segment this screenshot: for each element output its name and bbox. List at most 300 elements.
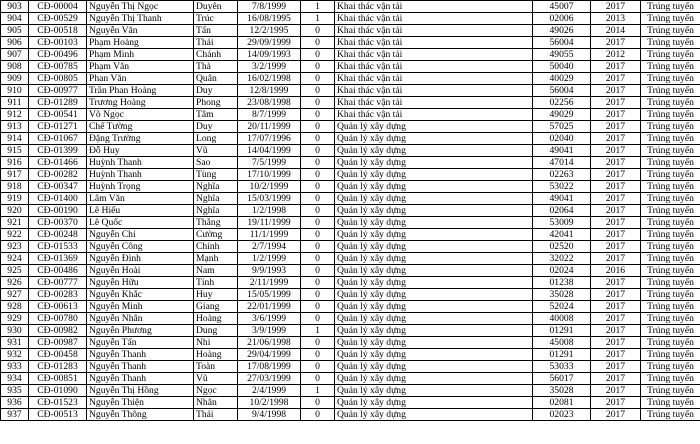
birthdate-cell: 11/1/1999 [238,229,301,241]
row-number-cell: 922 [1,229,29,241]
area-code-cell: 02024 [533,265,591,277]
result-cell: Trúng tuyển [641,121,700,133]
row-number-cell: 921 [1,217,29,229]
surname-middle-cell: Đỗ Huy [87,145,194,157]
surname-middle-cell: Nguyễn Công [87,241,194,253]
area-code-cell: 56004 [533,37,591,49]
given-name-cell: Long [194,133,238,145]
graduation-year-cell: 2013 [591,13,641,25]
gender-cell: 0 [301,409,335,421]
major-cell: Khai thác vận tải [335,109,533,121]
student-id-cell: CĐ-00283 [29,289,87,301]
graduation-year-cell: 2017 [591,169,641,181]
gender-cell: 0 [301,217,335,229]
graduation-year-cell: 2017 [591,241,641,253]
gender-cell: 0 [301,169,335,181]
result-cell: Trúng tuyển [641,253,700,265]
student-id-cell: CĐ-00458 [29,349,87,361]
major-cell: Quản lý xây dựng [335,181,533,193]
student-id-cell: CĐ-00103 [29,37,87,49]
graduation-year-cell: 2017 [591,73,641,85]
student-id-cell: CĐ-00529 [29,13,87,25]
area-code-cell: 02520 [533,241,591,253]
gender-cell: 0 [301,133,335,145]
graduation-year-cell: 2012 [591,49,641,61]
row-number-cell: 929 [1,313,29,325]
result-cell: Trúng tuyển [641,73,700,85]
surname-middle-cell: Nguyễn Thông [87,409,194,421]
result-cell: Trúng tuyển [641,1,700,13]
major-cell: Quản lý xây dựng [335,205,533,217]
graduation-year-cell: 2017 [591,349,641,361]
gender-cell: 0 [301,193,335,205]
given-name-cell: Tâm [194,109,238,121]
graduation-year-cell: 2017 [591,385,641,397]
birthdate-cell: 15/03/1999 [238,193,301,205]
birthdate-cell: 17/07/1996 [238,133,301,145]
area-code-cell: 02040 [533,133,591,145]
surname-middle-cell: Lê Hiếu [87,205,194,217]
student-id-cell: CĐ-00851 [29,373,87,385]
row-number-cell: 913 [1,121,29,133]
graduation-year-cell: 2017 [591,121,641,133]
major-cell: Khai thác vận tải [335,73,533,85]
graduation-year-cell: 2016 [591,265,641,277]
result-cell: Trúng tuyển [641,157,700,169]
given-name-cell: Thà [194,61,238,73]
birthdate-cell: 21/06/1998 [238,337,301,349]
result-cell: Trúng tuyển [641,205,700,217]
surname-middle-cell: Nguyễn Phương [87,325,194,337]
area-code-cell: 40029 [533,73,591,85]
gender-cell: 0 [301,205,335,217]
given-name-cell: Thắng [194,217,238,229]
birthdate-cell: 9/9/1993 [238,265,301,277]
graduation-year-cell: 2017 [591,61,641,73]
result-cell: Trúng tuyển [641,133,700,145]
result-cell: Trúng tuyển [641,109,700,121]
student-id-cell: CĐ-01466 [29,157,87,169]
graduation-year-cell: 2017 [591,325,641,337]
graduation-year-cell: 2017 [591,337,641,349]
gender-cell: 0 [301,373,335,385]
student-id-cell: CĐ-01399 [29,145,87,157]
birthdate-cell: 10/2/1998 [238,397,301,409]
student-id-cell: CĐ-00518 [29,25,87,37]
given-name-cell: Nghĩa [194,181,238,193]
surname-middle-cell: Phan Văn [87,73,194,85]
area-code-cell: 02023 [533,409,591,421]
surname-middle-cell: Phạm Hoàng [87,37,194,49]
student-id-cell: CĐ-01523 [29,397,87,409]
surname-middle-cell: Nguyễn Khắc [87,289,194,301]
result-cell: Trúng tuyển [641,145,700,157]
birthdate-cell: 1/2/1998 [238,205,301,217]
area-code-cell: 32022 [533,253,591,265]
table-row [1,97,700,109]
result-cell: Trúng tuyển [641,289,700,301]
area-code-cell: 52024 [533,301,591,313]
row-number-cell: 916 [1,157,29,169]
gender-cell: 0 [301,109,335,121]
table-row [1,169,700,181]
given-name-cell: Nhi [194,337,238,349]
student-id-cell: CĐ-01369 [29,253,87,265]
graduation-year-cell: 2017 [591,109,641,121]
major-cell: Quản lý xây dựng [335,385,533,397]
area-code-cell: 45008 [533,337,591,349]
birthdate-cell: 12/2/1995 [238,25,301,37]
graduation-year-cell: 2014 [591,25,641,37]
graduation-year-cell: 2017 [591,181,641,193]
gender-cell: 0 [301,121,335,133]
given-name-cell: Trúc [194,13,238,25]
row-number-cell: 914 [1,133,29,145]
surname-middle-cell: Huỳnh Thanh [87,169,194,181]
surname-middle-cell: Huỳnh Trọng [87,181,194,193]
given-name-cell: Quân [194,73,238,85]
area-code-cell: 57025 [533,121,591,133]
table-row [1,13,700,25]
table-row [1,229,700,241]
student-id-cell: CĐ-00248 [29,229,87,241]
major-cell: Quản lý xây dựng [335,265,533,277]
table-body [1,1,700,421]
area-code-cell: 42041 [533,229,591,241]
table-row [1,373,700,385]
graduation-year-cell: 2017 [591,373,641,385]
row-number-cell: 917 [1,169,29,181]
graduation-year-cell: 2017 [591,289,641,301]
gender-cell: 0 [301,181,335,193]
table-row [1,325,700,337]
row-number-cell: 924 [1,253,29,265]
area-code-cell: 02256 [533,97,591,109]
row-number-cell: 915 [1,145,29,157]
row-number-cell: 931 [1,337,29,349]
birthdate-cell: 3/9/1999 [238,325,301,337]
given-name-cell: Toàn [194,361,238,373]
birthdate-cell: 20/11/1999 [238,121,301,133]
student-id-cell: CĐ-00987 [29,337,87,349]
birthdate-cell: 14/04/1999 [238,145,301,157]
row-number-cell: 903 [1,1,29,13]
major-cell: Khai thác vận tải [335,85,533,97]
gender-cell: 0 [301,37,335,49]
gender-cell: 0 [301,265,335,277]
row-number-cell: 910 [1,85,29,97]
given-name-cell: Hoàng [194,313,238,325]
gender-cell: 0 [301,241,335,253]
given-name-cell: Ngọc [194,385,238,397]
row-number-cell: 907 [1,49,29,61]
table-row [1,241,700,253]
student-id-cell: CĐ-00613 [29,301,87,313]
student-id-cell: CĐ-01533 [29,241,87,253]
area-code-cell: 02006 [533,13,591,25]
table-row [1,157,700,169]
surname-middle-cell: Nguyễn Đình [87,253,194,265]
given-name-cell: Thái [194,37,238,49]
gender-cell: 0 [301,61,335,73]
major-cell: Quản lý xây dựng [335,253,533,265]
row-number-cell: 908 [1,61,29,73]
student-id-cell: CĐ-00282 [29,169,87,181]
surname-middle-cell: Nguyễn Tấn [87,337,194,349]
major-cell: Quản lý xây dựng [335,313,533,325]
row-number-cell: 933 [1,361,29,373]
major-cell: Quản lý xây dựng [335,133,533,145]
surname-middle-cell: Lê Quốc [87,217,194,229]
surname-middle-cell: Nguyễn Thanh [87,361,194,373]
surname-middle-cell: Võ Ngọc [87,109,194,121]
major-cell: Khai thác vận tải [335,61,533,73]
major-cell: Quản lý xây dựng [335,349,533,361]
major-cell: Khai thác vận tải [335,1,533,13]
given-name-cell: Tính [194,277,238,289]
area-code-cell: 02263 [533,169,591,181]
birthdate-cell: 29/09/1999 [238,37,301,49]
row-number-cell: 923 [1,241,29,253]
student-id-cell: CĐ-00977 [29,85,87,97]
gender-cell: 0 [301,49,335,61]
birthdate-cell: 14/09/1993 [238,49,301,61]
student-id-cell: CĐ-00347 [29,181,87,193]
row-number-cell: 927 [1,289,29,301]
gender-cell: 1 [301,13,335,25]
major-cell: Quản lý xây dựng [335,373,533,385]
result-cell: Trúng tuyển [641,217,700,229]
graduation-year-cell: 2017 [591,277,641,289]
gender-cell: 0 [301,349,335,361]
row-number-cell: 909 [1,73,29,85]
student-id-cell: CĐ-01289 [29,97,87,109]
given-name-cell: Nam [194,265,238,277]
gender-cell: 0 [301,73,335,85]
student-id-cell: CĐ-01067 [29,133,87,145]
major-cell: Quản lý xây dựng [335,241,533,253]
result-cell: Trúng tuyển [641,301,700,313]
major-cell: Quản lý xây dựng [335,169,533,181]
surname-middle-cell: Nguyễn Văn [87,25,194,37]
table-row [1,289,700,301]
birthdate-cell: 15/05/1999 [238,289,301,301]
area-code-cell: 45007 [533,1,591,13]
area-code-cell: 49055 [533,49,591,61]
graduation-year-cell: 2017 [591,229,641,241]
given-name-cell: Tùng [194,169,238,181]
row-number-cell: 918 [1,181,29,193]
graduation-year-cell: 2017 [591,1,641,13]
given-name-cell: Vũ [194,145,238,157]
graduation-year-cell: 2017 [591,97,641,109]
graduation-year-cell: 2017 [591,253,641,265]
student-id-cell: CĐ-01400 [29,193,87,205]
major-cell: Quản lý xây dựng [335,145,533,157]
given-name-cell: Duy [194,121,238,133]
graduation-year-cell: 2017 [591,37,641,49]
gender-cell: 0 [301,289,335,301]
birthdate-cell: 12/8/1999 [238,85,301,97]
surname-middle-cell: Nguyễn Thanh [87,373,194,385]
major-cell: Khai thác vận tải [335,97,533,109]
row-number-cell: 926 [1,277,29,289]
surname-middle-cell: Huỳnh Thanh [87,157,194,169]
result-cell: Trúng tuyển [641,409,700,421]
surname-middle-cell: Trương Hoàng [87,97,194,109]
result-cell: Trúng tuyển [641,229,700,241]
area-code-cell: 49041 [533,145,591,157]
birthdate-cell: 17/08/1999 [238,361,301,373]
row-number-cell: 904 [1,13,29,25]
row-number-cell: 911 [1,97,29,109]
area-code-cell: 47014 [533,157,591,169]
student-id-cell: CĐ-00777 [29,277,87,289]
area-code-cell: 49041 [533,193,591,205]
gender-cell: 0 [301,25,335,37]
given-name-cell: Chính [194,241,238,253]
table-row [1,133,700,145]
surname-middle-cell: Phạm Văn [87,61,194,73]
given-name-cell: Hoàng [194,349,238,361]
graduation-year-cell: 2017 [591,301,641,313]
graduation-year-cell: 2017 [591,361,641,373]
result-cell: Trúng tuyển [641,193,700,205]
result-cell: Trúng tuyển [641,169,700,181]
area-code-cell: 02081 [533,397,591,409]
major-cell: Quản lý xây dựng [335,361,533,373]
gender-cell: 1 [301,385,335,397]
row-number-cell: 936 [1,397,29,409]
given-name-cell: Duy [194,85,238,97]
given-name-cell: Mạnh [194,253,238,265]
surname-middle-cell: Trần Phan Hoàng [87,85,194,97]
table-row [1,121,700,133]
area-code-cell: 01291 [533,349,591,361]
area-code-cell: 53022 [533,181,591,193]
row-number-cell: 932 [1,349,29,361]
student-id-cell: CĐ-00190 [29,205,87,217]
area-code-cell: 49026 [533,25,591,37]
area-code-cell: 56004 [533,85,591,97]
surname-middle-cell: Nguyễn Thanh [87,349,194,361]
table-row [1,217,700,229]
gender-cell: 0 [301,301,335,313]
row-number-cell: 919 [1,193,29,205]
major-cell: Quản lý xây dựng [335,337,533,349]
major-cell: Khai thác vận tải [335,13,533,25]
birthdate-cell: 23/08/1998 [238,97,301,109]
table-row [1,385,700,397]
surname-middle-cell: Phạm Minh [87,49,194,61]
result-cell: Trúng tuyển [641,85,700,97]
table-row [1,253,700,265]
birthdate-cell: 16/02/1998 [238,73,301,85]
graduation-year-cell: 2017 [591,145,641,157]
result-cell: Trúng tuyển [641,325,700,337]
given-name-cell: Duyên [194,1,238,13]
area-code-cell: 02064 [533,205,591,217]
graduation-year-cell: 2017 [591,133,641,145]
table-row [1,145,700,157]
result-cell: Trúng tuyển [641,49,700,61]
result-cell: Trúng tuyển [641,97,700,109]
gender-cell: 0 [301,157,335,169]
result-cell: Trúng tuyển [641,397,700,409]
area-code-cell: 53009 [533,217,591,229]
result-cell: Trúng tuyển [641,313,700,325]
row-number-cell: 912 [1,109,29,121]
birthdate-cell: 2/4/1999 [238,385,301,397]
given-name-cell: Vũ [194,373,238,385]
table-row [1,181,700,193]
surname-middle-cell: Nguyễn Thị Thanh [87,13,194,25]
area-code-cell: 50040 [533,61,591,73]
gender-cell: 0 [301,277,335,289]
result-cell: Trúng tuyển [641,25,700,37]
given-name-cell: Nghĩa [194,193,238,205]
area-code-cell: 01238 [533,277,591,289]
result-cell: Trúng tuyển [641,13,700,25]
student-id-cell: CĐ-01283 [29,361,87,373]
surname-middle-cell: Nguyễn Thiện [87,397,194,409]
table-row [1,73,700,85]
gender-cell: 0 [301,313,335,325]
area-code-cell: 35028 [533,289,591,301]
row-number-cell: 935 [1,385,29,397]
table-row [1,85,700,97]
major-cell: Khai thác vận tải [335,49,533,61]
table-row [1,61,700,73]
student-id-cell: CĐ-00785 [29,61,87,73]
birthdate-cell: 1/2/1999 [238,253,301,265]
surname-middle-cell: Nguyễn Minh [87,301,194,313]
table-row [1,265,700,277]
area-code-cell: 53033 [533,361,591,373]
given-name-cell: Cường [194,229,238,241]
student-id-cell: CĐ-00541 [29,109,87,121]
birthdate-cell: 7/8/1999 [238,1,301,13]
table-row [1,313,700,325]
birthdate-cell: 9/4/1998 [238,409,301,421]
major-cell: Quản lý xây dựng [335,121,533,133]
table-row [1,25,700,37]
surname-middle-cell: Nguyễn Hoài [87,265,194,277]
result-cell: Trúng tuyển [641,349,700,361]
gender-cell: 1 [301,325,335,337]
graduation-year-cell: 2017 [591,397,641,409]
major-cell: Quản lý xây dựng [335,289,533,301]
gender-cell: 1 [301,1,335,13]
major-cell: Quản lý xây dựng [335,325,533,337]
student-id-cell: CĐ-01090 [29,385,87,397]
given-name-cell: Tấn [194,25,238,37]
result-cell: Trúng tuyển [641,373,700,385]
graduation-year-cell: 2017 [591,85,641,97]
table-row [1,37,700,49]
row-number-cell: 937 [1,409,29,421]
area-code-cell: 49029 [533,109,591,121]
graduation-year-cell: 2017 [591,193,641,205]
surname-middle-cell: Chế Tường [87,121,194,133]
graduation-year-cell: 2017 [591,157,641,169]
given-name-cell: Chánh [194,49,238,61]
table-row [1,301,700,313]
student-id-cell: CĐ-00004 [29,1,87,13]
table-row [1,349,700,361]
major-cell: Khai thác vận tải [335,37,533,49]
table-row [1,337,700,349]
